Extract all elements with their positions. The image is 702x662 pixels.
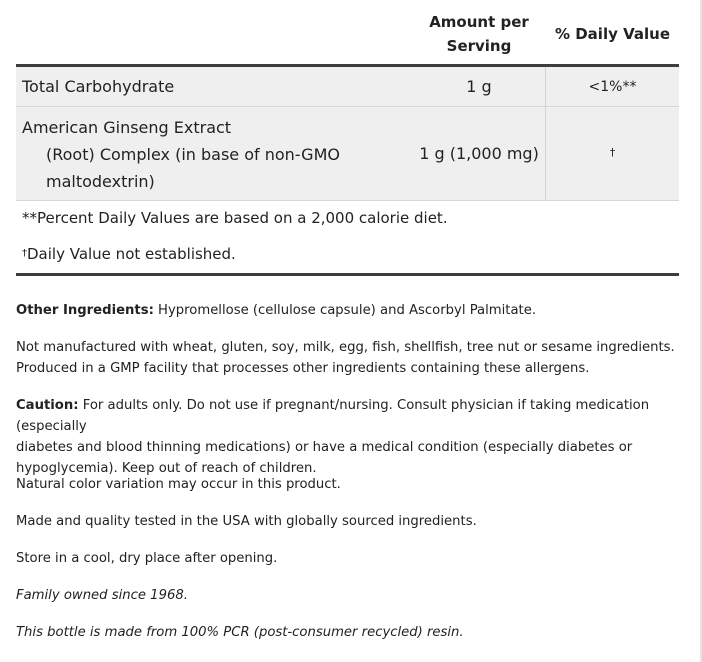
nutrient-daily-value: † bbox=[609, 146, 616, 159]
nutrient-name-line: American Ginseng Extract bbox=[22, 118, 232, 137]
nutrient-name-line: maltodextrin) bbox=[46, 172, 155, 191]
caution-line: diabetes and blood thinning medications) or have a medical condition (especially diabetes or bbox=[16, 440, 633, 455]
allergen-line: Produced in a GMP facility that processes other ingredients containing these allergens. bbox=[16, 361, 590, 376]
caution-line: For adults only. Do not use if pregnant/nursing. Consult physician if taking medication (especially bbox=[16, 398, 650, 434]
percent-dv-footnote: **Percent Daily Values are based on a 2,000 calorie diet. bbox=[22, 209, 448, 227]
table-header bbox=[16, 0, 679, 67]
other-ingredients-text: Hypromellose (cellulose capsule) and Ascorbyl Palmitate. bbox=[153, 303, 537, 318]
allergen-line: Not manufactured with wheat, gluten, soy, milk, egg, fish, shellfish, tree nut or sesame ingredients. bbox=[16, 340, 675, 355]
dagger-symbol: † bbox=[22, 248, 27, 259]
nutrient-name bbox=[22, 114, 340, 195]
caution-line: hypoglycemia). Keep out of reach of children. bbox=[16, 461, 317, 476]
dagger-footnote bbox=[16, 236, 679, 276]
other-ingredients bbox=[16, 300, 686, 321]
nutrient-name: Total Carbohydrate bbox=[22, 77, 175, 96]
nutrient-name-line: (Root) Complex (in base of non-GMO bbox=[46, 145, 340, 164]
bottle-note: This bottle is made from 100% PCR (post-consumer recycled) resin. bbox=[16, 625, 464, 640]
other-ingredients-label: Other Ingredients: bbox=[16, 303, 154, 318]
nutrient-daily-value: <1%** bbox=[588, 79, 637, 95]
dagger-footnote-text: Daily Value not established. bbox=[27, 245, 236, 263]
natural-color-note: Natural color variation may occur in this product. bbox=[16, 477, 341, 492]
allergen-statement bbox=[16, 337, 686, 379]
table-row bbox=[16, 107, 679, 201]
family-owned-note: Family owned since 1968. bbox=[16, 588, 188, 603]
storage-note: Store in a cool, dry place after opening. bbox=[16, 551, 278, 566]
amount-per-serving-header: Amount per Serving bbox=[429, 13, 529, 55]
nutrient-amount: 1 g bbox=[466, 77, 492, 96]
table-row bbox=[16, 67, 679, 107]
daily-value-header: % Daily Value bbox=[554, 25, 670, 43]
supplement-facts-table bbox=[16, 0, 679, 276]
caution-statement bbox=[16, 395, 686, 479]
made-in-usa-note: Made and quality tested in the USA with globally sourced ingredients. bbox=[16, 514, 477, 529]
nutrient-amount: 1 g (1,000 mg) bbox=[419, 144, 539, 163]
caution-label: Caution: bbox=[16, 398, 79, 413]
